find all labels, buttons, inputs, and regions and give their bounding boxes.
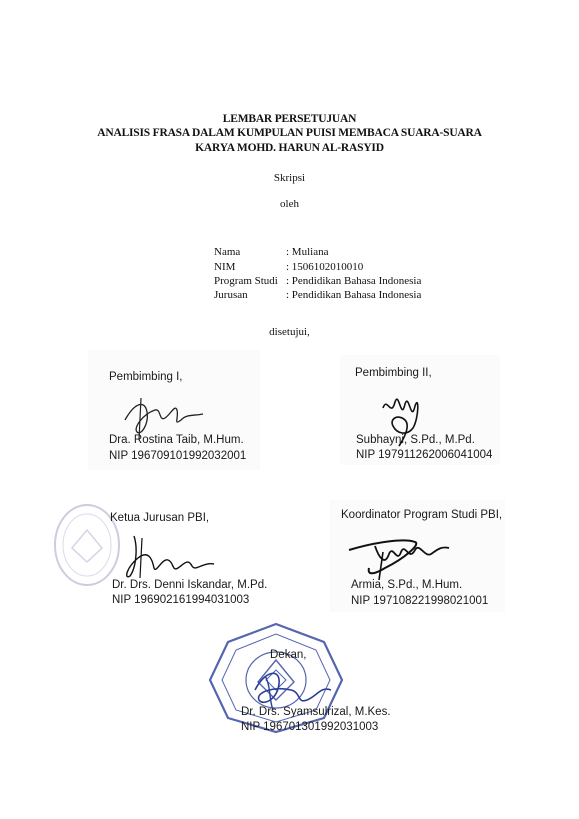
- thesis-title-line1: ANALISIS FRASA DALAM KUMPULAN PUISI MEMBACA SUARA-SUARA: [97, 127, 482, 139]
- info-label: NIM: [214, 261, 236, 273]
- signature-koordinator: [345, 528, 465, 583]
- role-koordinator: Koordinator Program Studi PBI,: [341, 509, 503, 521]
- info-row-nim: [214, 261, 363, 273]
- role-dekan: Dekan,: [270, 649, 307, 661]
- approved-label: disetujui,: [269, 326, 310, 338]
- info-row-jurusan: [214, 289, 421, 301]
- nip-pembimbing2: NIP 197911262006041004: [356, 449, 493, 461]
- info-row-nama: [214, 246, 328, 258]
- info-value: : 1506102010010: [286, 261, 364, 273]
- signature-ketua-jurusan: [112, 528, 222, 583]
- name-ketua-jurusan: Dr. Drs. Denni Iskandar, M.Pd.: [112, 579, 268, 591]
- role-pembimbing1: Pembimbing I,: [109, 371, 183, 383]
- nip-koordinator: NIP 197108221998021001: [351, 595, 489, 607]
- info-label: Nama: [214, 246, 241, 258]
- info-row-program-studi: [214, 275, 421, 287]
- role-pembimbing2: Pembimbing II,: [355, 367, 432, 379]
- info-value: : Muliana: [286, 246, 329, 258]
- thesis-title-line2: KARYA MOHD. HARUN AL-RASYID: [195, 142, 384, 154]
- nip-pembimbing1: NIP 196709101992032001: [109, 450, 247, 462]
- name-koordinator: Armia, S.Pd., M.Hum.: [351, 579, 463, 591]
- info-label: Program Studi: [214, 275, 278, 287]
- name-dekan: Dr. Drs. Syamsulrizal, M.Kes.: [241, 706, 391, 718]
- role-ketua-jurusan: Ketua Jurusan PBI,: [110, 512, 210, 524]
- info-value: : Pendidikan Bahasa Indonesia: [286, 275, 422, 287]
- name-pembimbing1: Dra. Rostina Taib, M.Hum.: [109, 434, 244, 446]
- page-title: LEMBAR PERSETUJUAN: [222, 113, 357, 125]
- info-label: Jurusan: [214, 289, 248, 301]
- info-value: : Pendidikan Bahasa Indonesia: [286, 289, 422, 301]
- nip-dekan: NIP 196701301992031003: [241, 721, 379, 733]
- by-label: oleh: [280, 198, 299, 210]
- document-type: Skripsi: [273, 172, 306, 184]
- name-pembimbing2: Subhayni, S.Pd., M.Pd.: [356, 434, 475, 446]
- nip-ketua-jurusan: NIP 196902161994031003: [112, 594, 250, 606]
